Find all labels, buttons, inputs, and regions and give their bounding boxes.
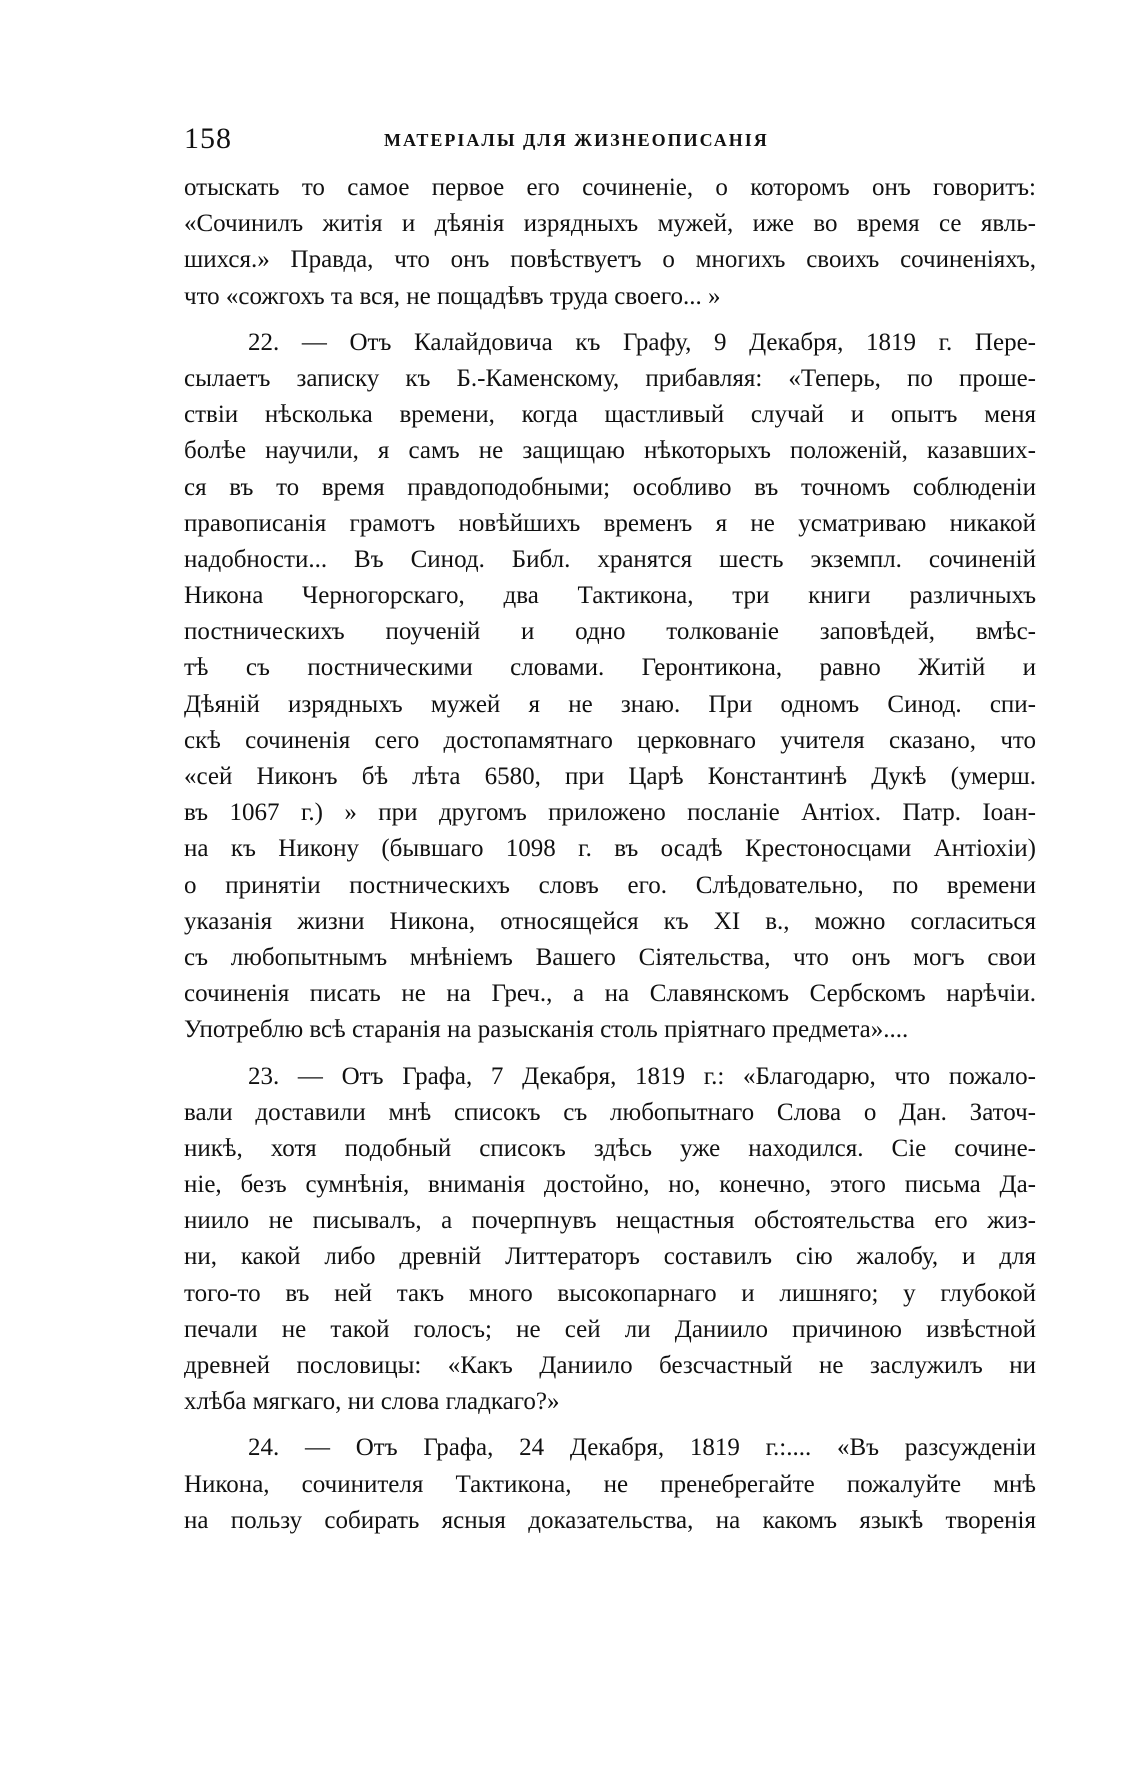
text-line: Употреблю всѣ старанія на разысканія столь пріятнаго предмета».... xyxy=(184,1016,909,1044)
paragraph-intro xyxy=(184,170,1036,315)
paragraph-24 xyxy=(184,1430,1036,1539)
text-line: 22. — Отъ Калайдовича къ Графу, 9 Декабря, 1819 г. Пере- xyxy=(248,328,1036,356)
text-line: сылаетъ записку къ Б.-Каменскому, прибавляя: «Теперь, по проше- xyxy=(184,364,1036,392)
text-line: печали не такой голосъ; не сей ли Даниило причиною извѣстной xyxy=(184,1315,1036,1343)
text-line: ствіи нѣсколька времени, когда щастливый случай и опытъ меня xyxy=(184,401,1036,429)
text-line: на къ Никону (бывшаго 1098 г. въ осадѣ Крестоносцами Антіохіи) xyxy=(184,835,1036,863)
page-number: 158 xyxy=(184,122,232,155)
paragraph-23 xyxy=(184,1059,1036,1421)
text-line: отыскать то самое первое его сочиненіе, о которомъ онъ говоритъ: xyxy=(184,174,1036,201)
text-line: никѣ, хотя подобный списокъ здѣсь уже находился. Сіе сочине- xyxy=(184,1134,1036,1162)
text-line: древней пословицы: «Какъ Даниило безсчастный не заслужилъ ни xyxy=(184,1352,1036,1379)
text-line: Дѣяній изрядныхъ мужей я не знаю. При одномъ Синод. спи- xyxy=(184,690,1036,718)
text-line: съ любопытнымъ мнѣніемъ Вашего Сіятельства, что онъ могъ свои xyxy=(184,943,1036,971)
text-line: ся въ то время правдоподобными; особливо въ точномъ соблюденіи xyxy=(184,473,1036,501)
text-line: на пользу собирать ясныя доказательства, на какомъ языкѣ творенія xyxy=(184,1506,1036,1534)
text-line: ніе, безъ сумнѣнія, вниманія достойно, но, конечно, этого письма Да- xyxy=(184,1171,1036,1199)
running-title: МАТЕРІАЛЫ ДЛЯ ЖИЗНЕОПИСАНІЯ xyxy=(384,130,769,150)
text-line: Никона Черногорскаго, два Тактикона, три книги различныхъ xyxy=(184,582,1036,610)
text-line: ни, какой либо древній Литтераторъ составилъ сію жалобу, и для xyxy=(184,1243,1036,1271)
text-line: ниило не писывалъ, а почерпнувъ нещастныя обстоятельства его жиз- xyxy=(184,1207,1036,1235)
text-line: Никона, сочинителя Тактикона, не пренебрегайте пожалуйте мнѣ xyxy=(184,1470,1036,1498)
paragraph-22 xyxy=(184,325,1036,1049)
text-line: хлѣба мягкаго, ни слова гладкаго?» xyxy=(184,1388,560,1416)
text-line: шихся.» Правда, что онъ повѣствуетъ о многихъ своихъ сочиненіяхъ, xyxy=(184,246,1036,274)
text-line: указанія жизни Никона, относящейся къ XI в., можно согласиться xyxy=(184,907,1036,935)
text-line: вали доставили мнѣ списокъ съ любопытнаго Слова о Дан. Заточ- xyxy=(184,1098,1036,1126)
text-line: «сей Никонъ бѣ лѣта 6580, при Царѣ Константинѣ Дукѣ (умерш. xyxy=(184,763,1036,790)
page-header xyxy=(184,122,1036,155)
text-line: правописанія грамотъ новѣйшихъ временъ я не усматриваю никакой xyxy=(184,509,1036,537)
text-line: того-то въ ней такъ много высокопарнаго и лишняго; у глубокой xyxy=(184,1279,1036,1307)
text-line: скѣ сочиненія сего достопамятнаго церковнаго учителя сказано, что xyxy=(184,726,1036,754)
text-line: что «сожгохъ та вся, не пощадѣвъ труда своего... » xyxy=(184,282,721,310)
text-line: сочиненія писать не на Греч., а на Славянскомъ Сербскомъ нарѣчіи. xyxy=(184,980,1036,1008)
text-line: «Сочинилъ житія и дѣянія изрядныхъ мужей, иже во время се явль- xyxy=(184,210,1036,238)
text-line: тѣ съ постническими словами. Геронтикона, равно Житій и xyxy=(184,654,1036,682)
text-line: 24. — Отъ Графа, 24 Декабря, 1819 г.:.... «Въ разсужденіи xyxy=(248,1434,1036,1462)
page-body xyxy=(184,170,1036,1539)
text-line: постническихъ поученій и одно толкованіе заповѣдей, вмѣс- xyxy=(184,618,1036,646)
text-line: въ 1067 г.) » при другомъ приложено посланіе Антіох. Патр. Іоан- xyxy=(184,799,1036,827)
text-line: болѣе научили, я самъ не защищаю нѣкоторыхъ положеній, казавших- xyxy=(184,437,1036,465)
text-line: о принятіи постническихъ словъ его. Слѣдовательно, по времени xyxy=(184,871,1036,899)
text-line: 23. — Отъ Графа, 7 Декабря, 1819 г.: «Благодарю, что пожало- xyxy=(248,1062,1036,1090)
text-line: надобности... Въ Синод. Библ. хранятся шесть экземпл. сочиненій xyxy=(184,545,1036,573)
